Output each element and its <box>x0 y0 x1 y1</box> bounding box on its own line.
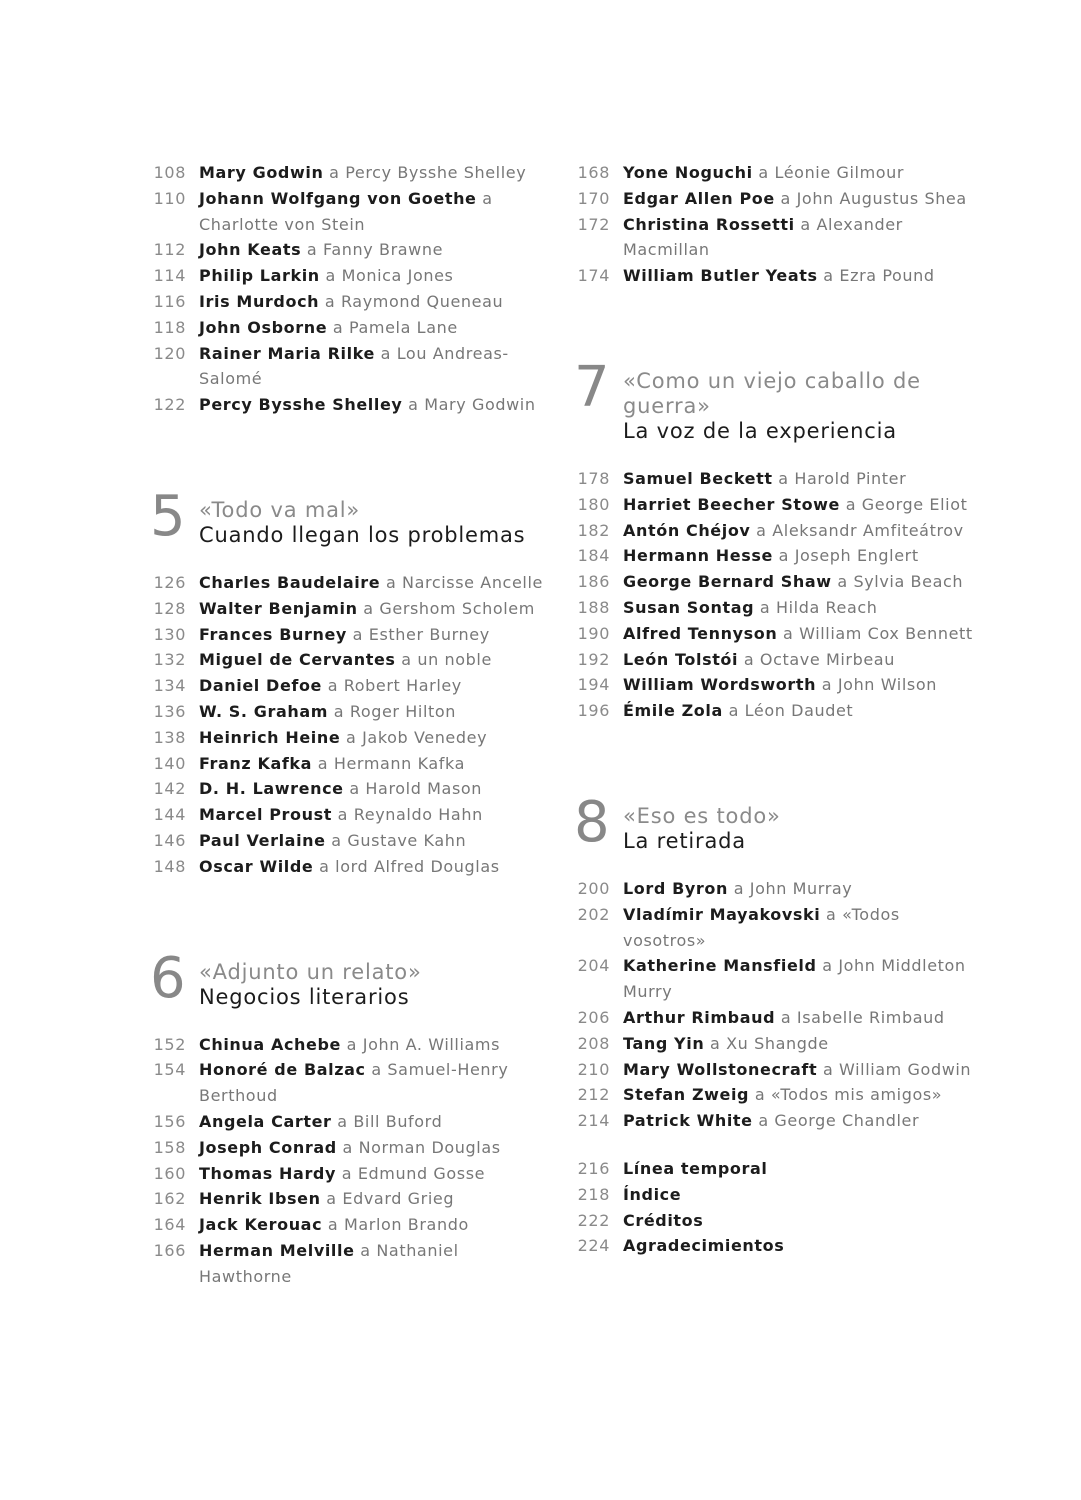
chapter-number: 7 <box>574 354 609 420</box>
toc-entry[interactable] <box>150 647 550 673</box>
back-matter-label: Índice <box>623 1184 682 1204</box>
connector-word: a <box>352 624 364 644</box>
toc-entry[interactable] <box>574 1082 974 1108</box>
letter-author: Hermann Hesse <box>623 546 773 566</box>
page-number: 204 <box>577 956 610 976</box>
toc-entry[interactable] <box>150 751 550 777</box>
toc-entry[interactable] <box>150 622 550 648</box>
page-number: 160 <box>153 1163 186 1183</box>
toc-entry[interactable] <box>150 725 550 751</box>
letter-author: Walter Benjamin <box>199 598 358 618</box>
connector-word: a <box>325 266 336 286</box>
connector-word: a <box>329 163 340 182</box>
toc-entry[interactable] <box>150 1238 550 1290</box>
page-number: 148 <box>153 856 186 876</box>
connector-word: a <box>822 956 833 976</box>
letter-author: Edgar Allen Poe <box>623 188 775 208</box>
letter-recipient: Esther Burney <box>368 624 490 644</box>
letter-author: Patrick White <box>623 1111 753 1131</box>
page-number: 170 <box>577 188 610 208</box>
letter-author: Harriet Beecher Stowe <box>623 494 841 514</box>
letter-recipient: Alexander Macmillan <box>623 214 903 260</box>
letter-recipient: John Murray <box>749 878 853 898</box>
toc-entry[interactable] <box>574 953 974 1005</box>
chapter-heading <box>150 483 550 549</box>
page-number: 154 <box>153 1060 186 1080</box>
connector-word: a <box>780 188 791 208</box>
page-number: 114 <box>153 266 186 286</box>
toc-entry[interactable] <box>150 341 550 393</box>
toc-entry[interactable] <box>574 160 974 186</box>
page-number: 128 <box>153 598 186 618</box>
chapter-quote: «Adjunto un relato» <box>199 959 422 984</box>
letter-recipient: John Middleton Murry <box>623 956 966 1002</box>
connector-word: a <box>482 188 493 208</box>
chapter-number: 5 <box>150 483 185 549</box>
letter-author: Mary Wollstonecraft <box>623 1059 818 1079</box>
connector-word: a <box>331 830 342 850</box>
page-number: 116 <box>153 291 186 311</box>
chapter-quote: «Eso es todo» <box>623 803 781 828</box>
connector-word: a <box>728 701 739 721</box>
letter-author: Rainer Maria Rilke <box>199 343 375 363</box>
page-number: 130 <box>153 624 186 644</box>
spacer <box>150 548 550 570</box>
page-number: 196 <box>577 701 610 721</box>
chapter-heading <box>150 945 550 1011</box>
spacer <box>574 444 974 466</box>
connector-word: a <box>326 1189 337 1209</box>
connector-word: a <box>758 163 769 182</box>
connector-word: a <box>360 1240 371 1260</box>
connector-word: a <box>346 727 357 747</box>
page-number: 136 <box>153 701 186 721</box>
page-number: 168 <box>577 163 610 182</box>
page-number: 190 <box>577 623 610 643</box>
letter-recipient: Xu Shangde <box>726 1033 829 1053</box>
toc-entry[interactable] <box>574 1108 974 1134</box>
connector-word: a <box>337 1111 348 1131</box>
letter-author: Percy Bysshe Shelley <box>199 395 403 415</box>
connector-word: a <box>319 856 330 876</box>
letter-recipient: Sylvia Beach <box>853 572 964 592</box>
back-matter-entry[interactable] <box>574 1182 974 1208</box>
letter-recipient: Bill Buford <box>353 1111 443 1131</box>
letter-author: Franz Kafka <box>199 753 313 773</box>
connector-word: a <box>837 572 848 592</box>
toc-entry[interactable] <box>574 647 974 673</box>
toc-entry[interactable] <box>150 315 550 341</box>
toc-entry[interactable] <box>150 1135 550 1161</box>
connector-word: a <box>324 291 336 311</box>
letter-recipient: Joseph Englert <box>794 546 919 566</box>
connector-word: a <box>733 878 745 898</box>
page-number: 210 <box>577 1059 610 1079</box>
letter-author: Oscar Wilde <box>199 856 314 876</box>
connector-word: a <box>822 1059 834 1079</box>
spacer <box>150 1010 550 1032</box>
connector-word: a <box>333 701 345 721</box>
letter-author: Frances Burney <box>199 624 347 644</box>
page-number: 192 <box>577 649 610 669</box>
page-number: 120 <box>153 343 186 363</box>
page-number: 222 <box>577 1210 610 1230</box>
connector-word: a <box>778 546 789 566</box>
letter-recipient: Monica Jones <box>341 266 454 286</box>
letter-author: Marcel Proust <box>199 805 332 825</box>
letter-author: Tang Yin <box>623 1033 705 1053</box>
toc-left-column <box>150 160 550 1290</box>
letter-author: Daniel Defoe <box>199 676 322 696</box>
letter-author: Yone Noguchi <box>623 163 753 182</box>
letter-author: William Butler Yeats <box>623 266 818 286</box>
page-number: 138 <box>153 727 186 747</box>
toc-entry[interactable] <box>150 1057 550 1109</box>
letter-recipient: Jakob Venedey <box>362 727 488 747</box>
connector-word: a <box>845 494 857 514</box>
page-number: 110 <box>153 188 186 208</box>
letter-recipient: Fanny Brawne <box>323 240 444 260</box>
toc-entry[interactable] <box>150 802 550 828</box>
letter-recipient: Charlotte von Stein <box>199 214 366 234</box>
chapter-title: Negocios literarios <box>199 984 410 1009</box>
back-matter-entry[interactable] <box>574 1208 974 1234</box>
letter-author: Joseph Conrad <box>199 1137 337 1157</box>
connector-word: a <box>341 1163 353 1183</box>
page-number: 202 <box>577 904 610 924</box>
connector-word: a <box>342 1137 353 1157</box>
page-number: 206 <box>577 1007 610 1027</box>
chapter-number: 6 <box>150 945 185 1011</box>
page-number: 152 <box>153 1034 186 1054</box>
letter-recipient: John Augustus Shea <box>796 188 967 208</box>
letter-recipient: Octave Mirbeau <box>759 649 895 669</box>
chapter-quote: «Todo va mal» <box>199 497 361 522</box>
connector-word: a <box>349 779 360 799</box>
back-matter-label: Agradecimientos <box>623 1236 785 1256</box>
letter-author: Heinrich Heine <box>199 727 341 747</box>
toc-entry[interactable] <box>150 1109 550 1135</box>
toc-entry[interactable] <box>574 698 974 724</box>
page-number: 224 <box>577 1236 610 1256</box>
letter-recipient: William Cox Bennett <box>799 623 973 643</box>
letter-recipient: Hilda Reach <box>775 597 878 617</box>
spacer <box>574 289 974 369</box>
letter-recipient: un noble <box>417 650 492 670</box>
letter-author: Honoré de Balzac <box>199 1060 366 1080</box>
letter-recipient: Ezra Pound <box>839 266 935 286</box>
page-number: 182 <box>577 520 610 540</box>
page-number: 134 <box>153 676 186 696</box>
chapter-heading <box>574 789 974 855</box>
letter-author: Chinua Achebe <box>199 1034 341 1054</box>
toc-entry[interactable] <box>150 1212 550 1238</box>
connector-word: a <box>780 1007 792 1027</box>
letter-recipient: Marlon Brando <box>343 1215 469 1235</box>
letter-author: William Wordsworth <box>623 675 817 695</box>
letter-recipient: Reynaldo Hahn <box>353 805 483 825</box>
letter-recipient: Percy Bysshe Shelley <box>345 163 527 182</box>
page-number: 218 <box>577 1184 610 1204</box>
page-number: 184 <box>577 546 610 566</box>
back-matter-label: Créditos <box>623 1210 704 1230</box>
letter-author: Henrik Ibsen <box>199 1189 321 1209</box>
page-number: 162 <box>153 1189 186 1209</box>
letter-author: Arthur Rimbaud <box>623 1007 776 1027</box>
page-number: 156 <box>153 1111 186 1131</box>
back-matter-entry[interactable] <box>574 1156 974 1182</box>
letter-recipient: «Todos vosotros» <box>623 904 900 950</box>
letter-author: Antón Chéjov <box>623 520 751 540</box>
letter-author: Katherine Mansfield <box>623 956 817 976</box>
connector-word: a <box>380 343 392 363</box>
toc-entry[interactable] <box>574 569 974 595</box>
page-number: 118 <box>153 317 186 337</box>
connector-word: a <box>327 1215 339 1235</box>
page-number: 188 <box>577 597 610 617</box>
letter-recipient: Norman Douglas <box>358 1137 501 1157</box>
page-number: 214 <box>577 1111 610 1131</box>
letter-author: Herman Melville <box>199 1240 355 1260</box>
toc-entry[interactable] <box>574 212 974 264</box>
connector-word: a <box>778 468 789 488</box>
connector-word: a <box>327 676 339 696</box>
page-number: 194 <box>577 675 610 695</box>
toc-entry[interactable] <box>150 392 550 418</box>
page-number: 146 <box>153 830 186 850</box>
letter-author: Angela Carter <box>199 1111 332 1131</box>
chapter-heading <box>574 354 974 444</box>
toc-entry[interactable] <box>574 466 974 492</box>
chapter-title: La retirada <box>623 828 746 853</box>
toc-entry[interactable] <box>574 876 974 902</box>
letter-recipient: Hermann Kafka <box>333 753 466 773</box>
letter-recipient: Gershom Scholem <box>379 598 535 618</box>
letter-author: Thomas Hardy <box>199 1163 337 1183</box>
letter-recipient: Edmund Gosse <box>357 1163 486 1183</box>
letter-author: Johann Wolfgang von Goethe <box>199 188 477 208</box>
letter-author: Paul Verlaine <box>199 830 326 850</box>
letter-author: Miguel de Cervantes <box>199 650 396 670</box>
page-number: 126 <box>153 572 186 592</box>
letter-author: Charles Baudelaire <box>199 572 381 592</box>
letter-recipient: Léonie Gilmour <box>774 163 905 182</box>
toc-entry[interactable] <box>150 1186 550 1212</box>
page-number: 200 <box>577 878 610 898</box>
page-number: 174 <box>577 266 610 286</box>
letter-recipient: Gustave Kahn <box>347 830 467 850</box>
letter-recipient: Raymond Queneau <box>340 291 504 311</box>
connector-word: a <box>800 214 811 234</box>
toc-entry[interactable] <box>150 1032 550 1058</box>
toc-entry[interactable] <box>574 492 974 518</box>
letter-recipient: Mary Godwin <box>424 395 536 415</box>
letter-recipient: Roger Hilton <box>349 701 457 721</box>
letter-author: W. S. Graham <box>199 701 329 721</box>
toc-entry[interactable] <box>150 289 550 315</box>
letter-recipient: Léon Daudet <box>744 701 854 721</box>
letter-author: Samuel Beckett <box>623 468 773 488</box>
toc-entry[interactable] <box>574 621 974 647</box>
page-number: 144 <box>153 805 186 825</box>
page-number: 180 <box>577 494 610 514</box>
page-number: 142 <box>153 779 186 799</box>
letter-recipient: Samuel-Henry Berthoud <box>199 1060 509 1106</box>
letter-author: Susan Sontag <box>623 597 755 617</box>
letter-author: Alfred Tennyson <box>623 623 778 643</box>
page-number: 112 <box>153 240 186 260</box>
page-number: 186 <box>577 572 610 592</box>
letter-recipient: «Todos mis amigos» <box>770 1085 943 1105</box>
connector-word: a <box>743 649 755 669</box>
letter-recipient: George Chandler <box>774 1111 920 1131</box>
letter-recipient: Harold Mason <box>365 779 483 799</box>
toc-entry[interactable] <box>574 518 974 544</box>
letter-recipient: John Wilson <box>837 675 937 695</box>
connector-word: a <box>401 650 412 670</box>
letter-author: León Tolstói <box>623 649 739 669</box>
connector-word: a <box>385 572 397 592</box>
toc-entry[interactable] <box>150 1161 550 1187</box>
toc-entry[interactable] <box>574 1005 974 1031</box>
letter-recipient: Robert Harley <box>343 676 462 696</box>
toc-entry[interactable] <box>150 237 550 263</box>
letter-author: Lord Byron <box>623 878 728 898</box>
connector-word: a <box>371 1060 382 1080</box>
connector-word: a <box>408 395 419 415</box>
toc-entry[interactable] <box>150 673 550 699</box>
page-number: 178 <box>577 468 610 488</box>
letter-recipient: Isabelle Rimbaud <box>796 1007 945 1027</box>
connector-word: a <box>821 675 833 695</box>
connector-word: a <box>710 1033 721 1053</box>
toc-entry[interactable] <box>150 263 550 289</box>
back-matter-entry[interactable] <box>574 1233 974 1259</box>
letter-author: D. H. Lawrence <box>199 779 344 799</box>
toc-entry[interactable] <box>150 699 550 725</box>
back-matter-label: Línea temporal <box>623 1158 768 1178</box>
letter-recipient: John A. Williams <box>362 1034 501 1054</box>
connector-word: a <box>756 520 767 540</box>
letter-recipient: George Eliot <box>861 494 968 514</box>
connector-word: a <box>306 240 318 260</box>
letter-author: John Keats <box>199 240 302 260</box>
connector-word: a <box>317 753 329 773</box>
connector-word: a <box>337 805 349 825</box>
spacer <box>574 1134 974 1156</box>
toc-entry[interactable] <box>574 672 974 698</box>
letter-author: John Osborne <box>199 317 328 337</box>
toc-entry[interactable] <box>150 186 550 238</box>
page-number: 212 <box>577 1085 610 1105</box>
letter-recipient: Narcisse Ancelle <box>402 572 543 592</box>
connector-word: a <box>363 598 374 618</box>
connector-word: a <box>758 1111 769 1131</box>
toc-entry[interactable] <box>150 828 550 854</box>
toc-entry[interactable] <box>574 1057 974 1083</box>
connector-word: a <box>346 1034 358 1054</box>
letter-author: Stefan Zweig <box>623 1085 750 1105</box>
letter-author: George Bernard Shaw <box>623 572 832 592</box>
toc-entry[interactable] <box>150 596 550 622</box>
letter-recipient: Edvard Grieg <box>342 1189 455 1209</box>
spacer <box>574 854 974 876</box>
letter-recipient: William Godwin <box>839 1059 972 1079</box>
chapter-quote: «Como un viejo caballo de guerra» <box>623 368 921 418</box>
letter-recipient: Pamela Lane <box>348 317 458 337</box>
toc-right-column <box>574 160 974 1259</box>
letter-author: Jack Kerouac <box>199 1215 323 1235</box>
toc-entry[interactable] <box>574 1031 974 1057</box>
spacer <box>150 418 550 498</box>
letter-recipient: Harold Pinter <box>794 468 907 488</box>
connector-word: a <box>823 266 834 286</box>
connector-word: a <box>332 317 344 337</box>
toc-entry[interactable] <box>150 776 550 802</box>
toc-entry[interactable] <box>150 160 550 186</box>
page-number: 208 <box>577 1033 610 1053</box>
connector-word: a <box>759 597 771 617</box>
letter-author: Émile Zola <box>623 701 723 721</box>
spacer <box>574 724 974 804</box>
connector-word: a <box>754 1085 766 1105</box>
letter-recipient: lord Alfred Douglas <box>335 856 500 876</box>
page-number: 140 <box>153 753 186 773</box>
chapter-number: 8 <box>574 789 609 855</box>
page-number: 164 <box>153 1215 186 1235</box>
toc-entry[interactable] <box>150 854 550 880</box>
toc-entry[interactable] <box>150 570 550 596</box>
toc-entry[interactable] <box>574 263 974 289</box>
letter-author: Christina Rossetti <box>623 214 795 234</box>
page-number: 108 <box>153 163 186 182</box>
letter-recipient: Nathaniel Hawthorne <box>199 1240 459 1286</box>
toc-entry[interactable] <box>574 902 974 954</box>
connector-word: a <box>783 623 794 643</box>
letter-recipient: Lou Andreas-Salomé <box>199 343 509 389</box>
page-number: 158 <box>153 1137 186 1157</box>
letter-recipient: Aleksandr Amfiteátrov <box>772 520 964 540</box>
spacer <box>150 880 550 960</box>
toc-entry[interactable] <box>574 595 974 621</box>
page-number: 166 <box>153 1240 186 1260</box>
letter-author: Iris Murdoch <box>199 291 320 311</box>
page-number: 122 <box>153 395 186 415</box>
chapter-title: Cuando llegan los problemas <box>199 522 526 547</box>
page-number: 132 <box>153 650 186 670</box>
page-number: 172 <box>577 214 610 234</box>
letter-author: Philip Larkin <box>199 266 320 286</box>
toc-entry[interactable] <box>574 543 974 569</box>
page-number: 216 <box>577 1158 610 1178</box>
connector-word: a <box>826 904 837 924</box>
chapter-title: La voz de la experiencia <box>623 418 897 443</box>
toc-entry[interactable] <box>574 186 974 212</box>
letter-author: Vladímir Mayakovski <box>623 904 821 924</box>
letter-author: Mary Godwin <box>199 163 324 182</box>
